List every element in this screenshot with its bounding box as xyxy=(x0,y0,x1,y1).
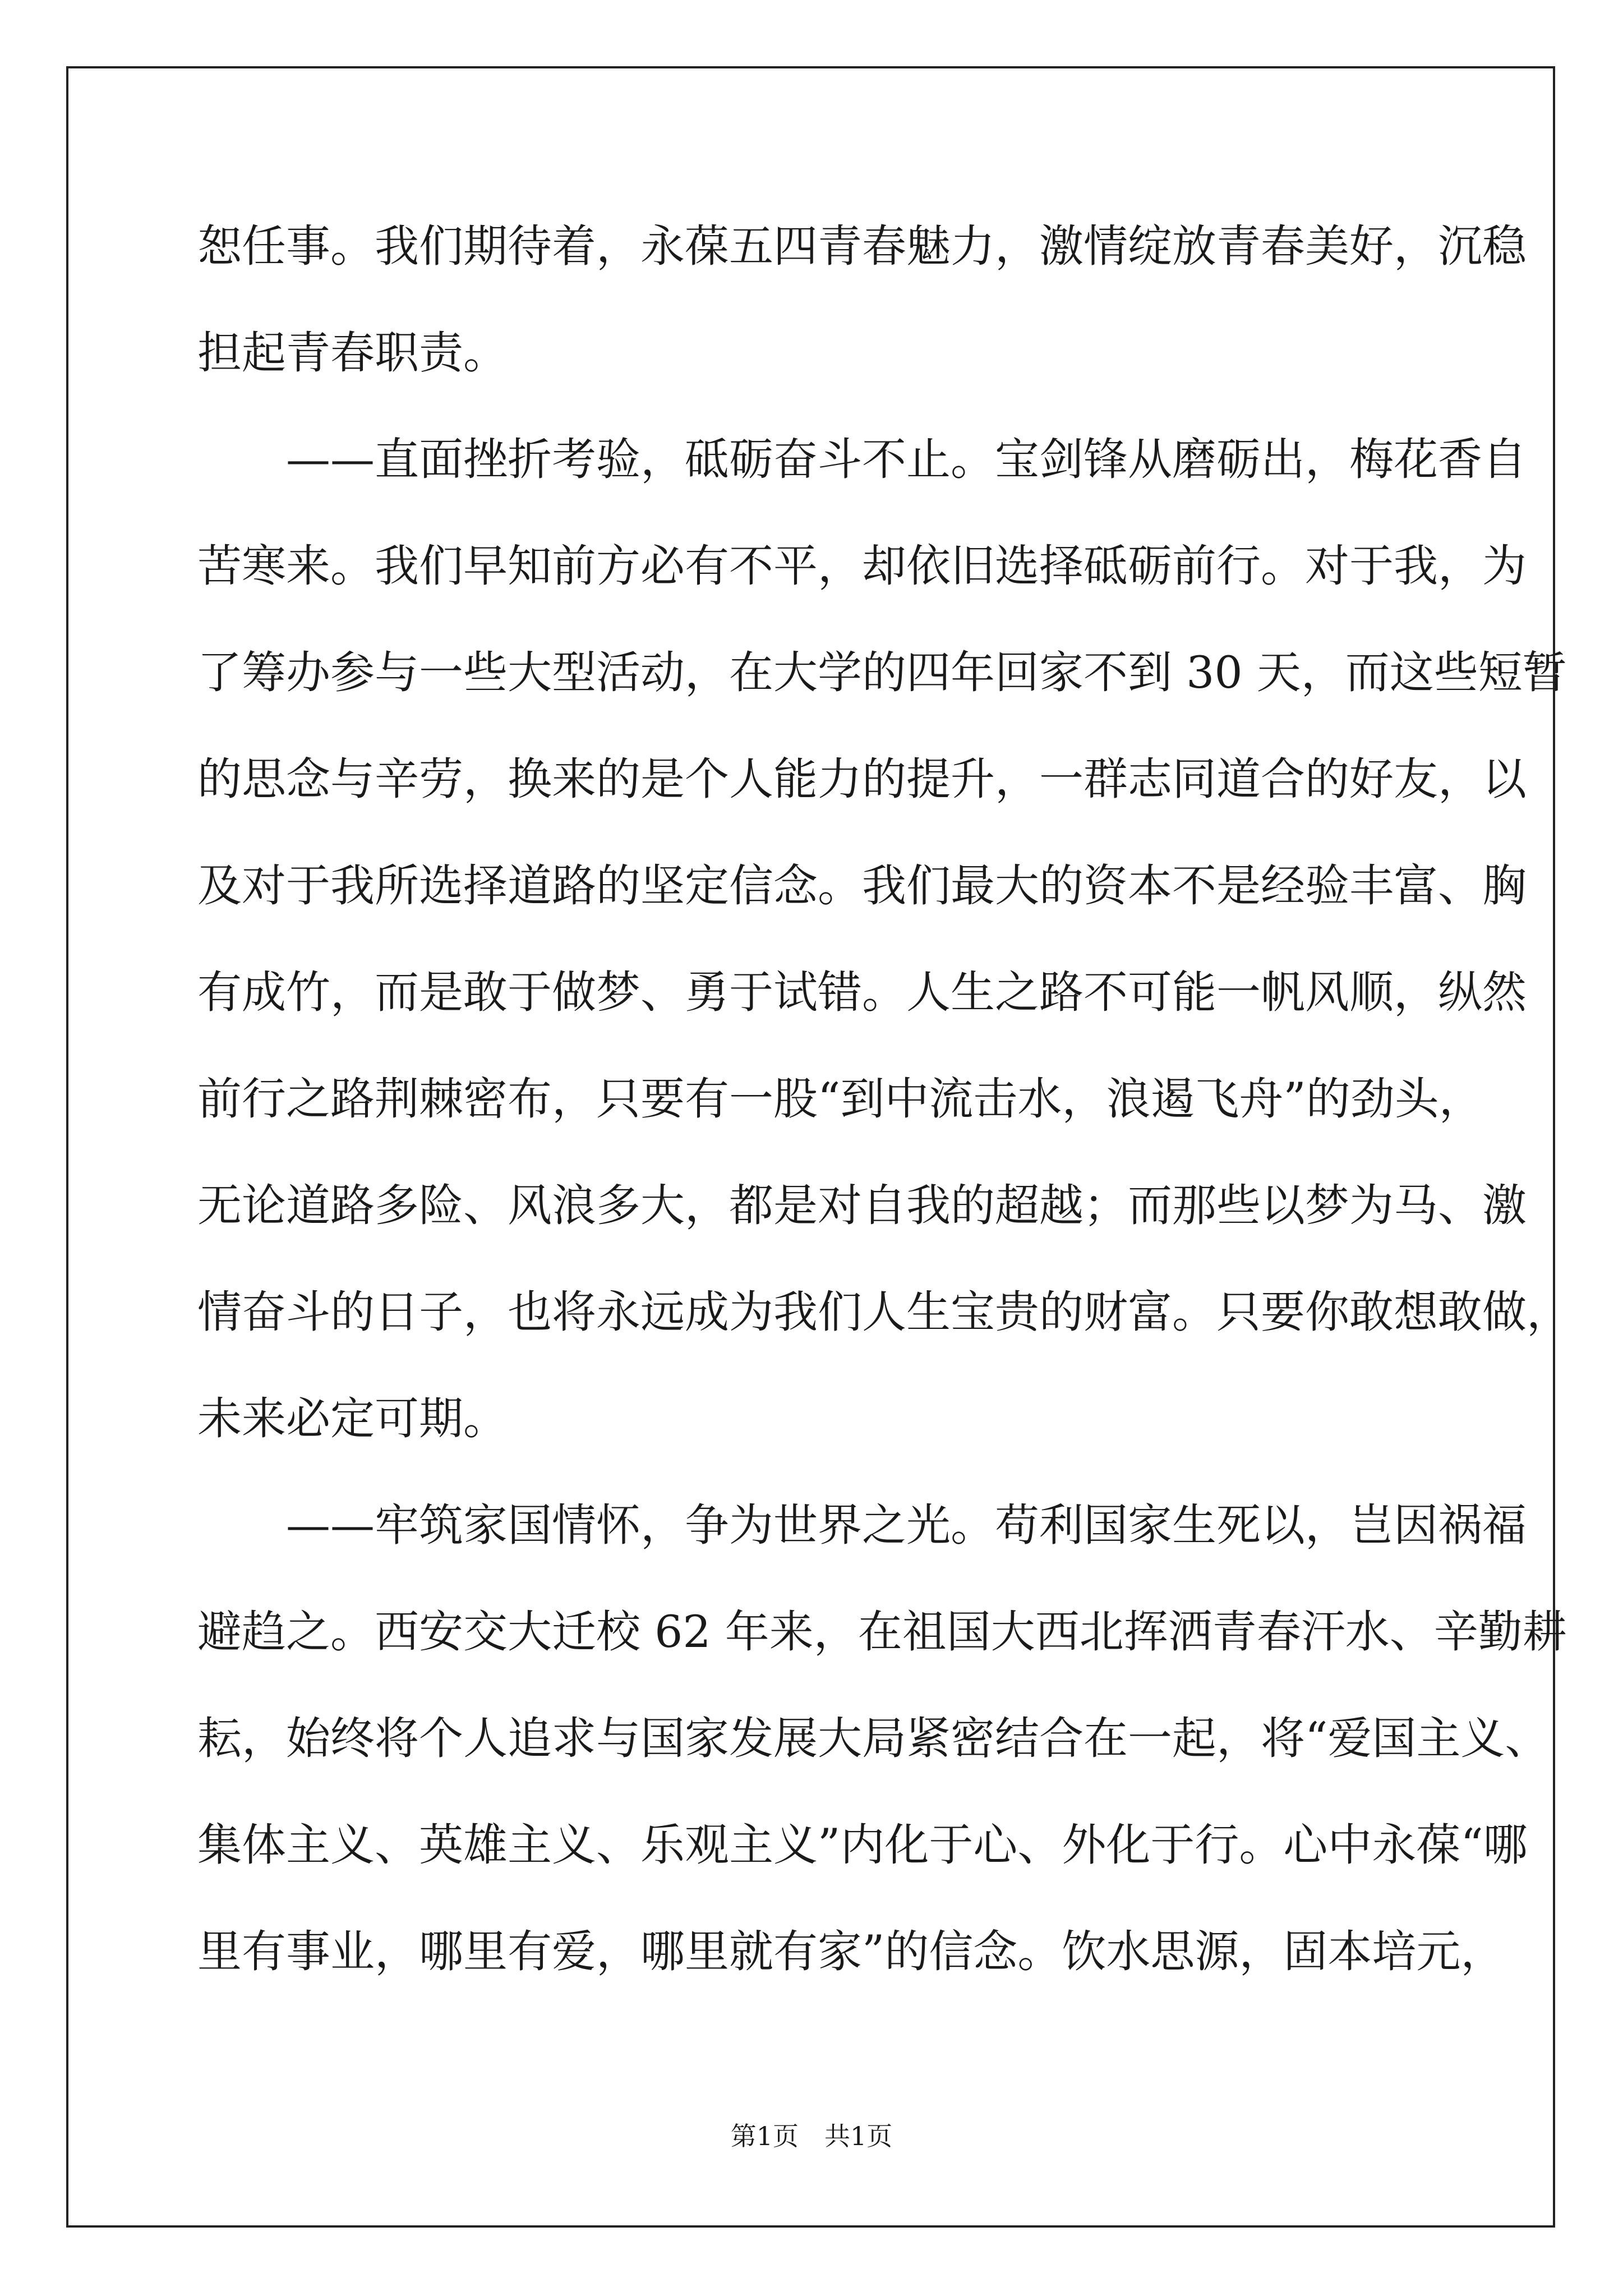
text-line: 无论道路多险、风浪多大，都是对自我的超越；而那些以梦为马、激 xyxy=(197,1180,1527,1231)
text-line: 的思念与辛劳，换来的是个人能力的提升，一群志同道合的好友，以 xyxy=(197,753,1527,805)
text-line: 耘，始终将个人追求与国家发展大局紧密结合在一起，将“爱国主义、 xyxy=(197,1713,1550,1764)
text-line: 了筹办参与一些大型活动，在大学的四年回家不到 30 天，而这些短暂 xyxy=(197,647,1567,698)
page-footer xyxy=(0,2119,1623,2153)
text-line: 前行之路荆棘密布，只要有一股“到中流击水，浪遏飞舟”的劲头， xyxy=(197,1073,1483,1125)
text-line: 里有事业，哪里有爱，哪里就有家”的信念。饮水思源，固本培元， xyxy=(197,1926,1505,1977)
document-body xyxy=(197,213,1571,2025)
text-line: 及对于我所选择道路的坚定信念。我们最大的资本不是经验丰富、胸 xyxy=(197,860,1527,912)
paragraph-first-line: ——牢筑家国情怀，争为世界之光。苟利国家生死以，岂因祸福 xyxy=(286,1499,1527,1551)
text-line: 恕任事。我们期待着，永葆五四青春魅力，激情绽放青春美好，沉稳 xyxy=(197,220,1527,272)
text-line: 有成竹，而是敢于做梦、勇于试错。人生之路不可能一帆风顺，纵然 xyxy=(197,967,1527,1018)
text-line: 苦寒来。我们早知前方必有不平，却依旧选择砥砺前行。对于我，为 xyxy=(197,540,1527,592)
paragraph-first-line: ——直面挫折考验，砥砺奋斗不止。宝剑锋从磨砺出，梅花香自 xyxy=(286,434,1527,485)
text-line: 避趋之。西安交大迁校 62 年来，在祖国大西北挥洒青春汗水、辛勤耕 xyxy=(197,1606,1567,1658)
text-line: 担起青春职责。 xyxy=(197,327,508,379)
page-number: 第1页 共1页 xyxy=(730,2121,893,2151)
text-line: 未来必定可期。 xyxy=(197,1393,508,1444)
text-line: 集体主义、英雄主义、乐观主义”内化于心、外化于行。心中永葆“哪 xyxy=(197,1819,1528,1871)
text-line: 情奋斗的日子，也将永远成为我们人生宝贵的财富。只要你敢想敢做， xyxy=(197,1286,1571,1338)
